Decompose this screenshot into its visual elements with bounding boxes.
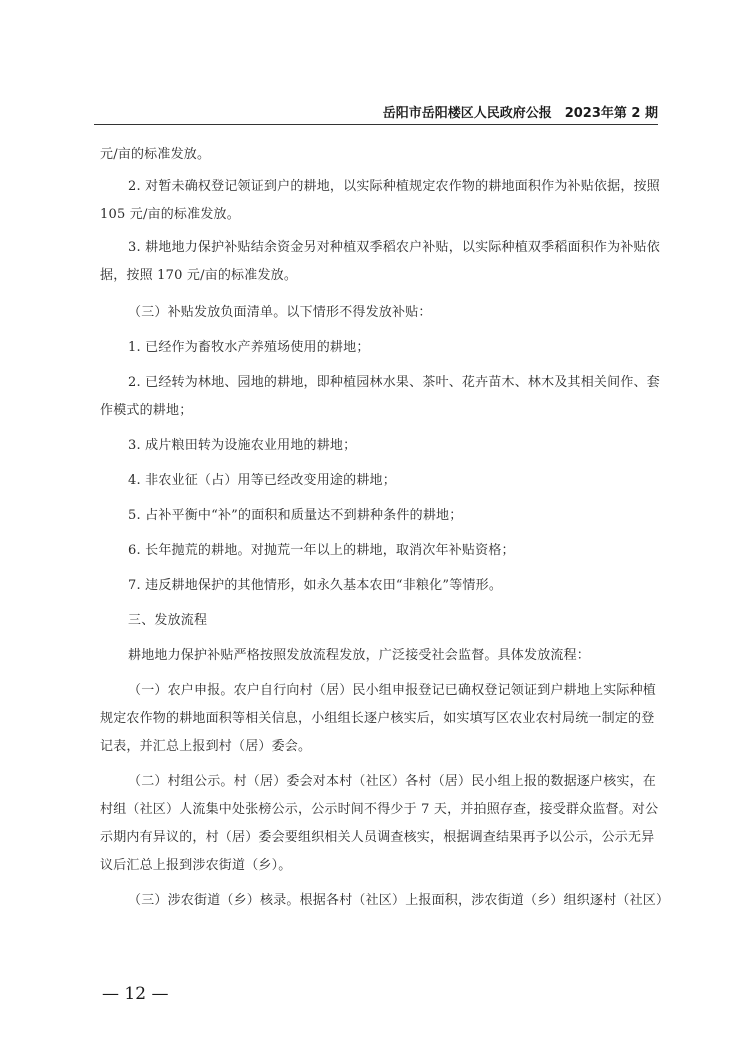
body-line: 3. 成片粮田转为设施农业用地的耕地； (128, 438, 357, 453)
body-line: （三）补贴发放负面清单。以下情形不得发放补贴： (128, 305, 432, 320)
body-line: 记表，并汇总上报到村（居）委会。 (100, 739, 312, 754)
page-header (94, 96, 658, 125)
body-line: 据，按照 170 元/亩的标准发放。 (100, 268, 298, 283)
body-line: 规定农作物的耕地面积等相关信息，小组组长逐户核实后，如实填写区农业农村局统一制定的登 (100, 711, 655, 726)
body-line: 4. 非农业征（占）用等已经改变用途的耕地； (128, 473, 396, 488)
body-line: 示期内有异议的，村（居）委会要组织相关人员调查核实，根据调查结果再予以公示，公示无异 (100, 830, 655, 845)
body-line: 耕地地力保护补贴严格按照发放流程发放，广泛接受社会监督。具体发放流程： (128, 648, 591, 663)
body-line: 1. 已经作为畜牧水产养殖场使用的耕地； (128, 340, 370, 355)
body-line: （一）农户申报。农户自行向村（居）民小组申报登记已确权登记领证到户耕地上实际种植 (128, 683, 657, 698)
body-line: 作模式的耕地； (100, 403, 193, 418)
body-line: 3. 耕地地力保护补贴结余资金另对种植双季稻农户补贴，以实际种植双季稻面积作为补贴依 (128, 240, 660, 255)
body-line: 村组（社区）人流集中处张榜公示，公示时间不得少于 7 天，并拍照存查，接受群众监督。对公 (100, 802, 659, 817)
body-line: 元/亩的标准发放。 (100, 147, 211, 162)
header-title: 岳阳市岳阳楼区人民政府公报 2023年第 2 期 (382, 106, 658, 121)
body-line: 5. 占补平衡中“补”的面积和质量达不到耕种条件的耕地； (128, 508, 463, 523)
body-line: 议后汇总上报到涉农街道（乡）。 (100, 858, 292, 873)
body-line: （三）涉农街道（乡）核录。根据各村（社区）上报面积，涉农街道（乡）组织逐村（社区） (128, 893, 670, 908)
body-line: （二）村组公示。村（居）委会对本村（社区）各村（居）民小组上报的数据逐户核实，在 (128, 774, 657, 789)
body-line: 2. 对暂未确权登记领证到户的耕地，以实际种植规定农作物的耕地面积作为补贴依据，按照 (128, 179, 660, 194)
body-line: 105 元/亩的标准发放。 (100, 207, 240, 222)
page-number: — 12 — (102, 984, 169, 1004)
section-heading: 三、发放流程 (128, 613, 208, 628)
body-line: 2. 已经转为林地、园地的耕地，即种植园林水果、茶叶、花卉苗木、林木及其相关间作、套 (128, 375, 660, 390)
body-line: 7. 违反耕地保护的其他情形，如永久基本农田“非粮化”等情形。 (128, 578, 503, 593)
body-line: 6. 长年抛荒的耕地。对抛荒一年以上的耕地，取消次年补贴资格； (128, 543, 515, 558)
